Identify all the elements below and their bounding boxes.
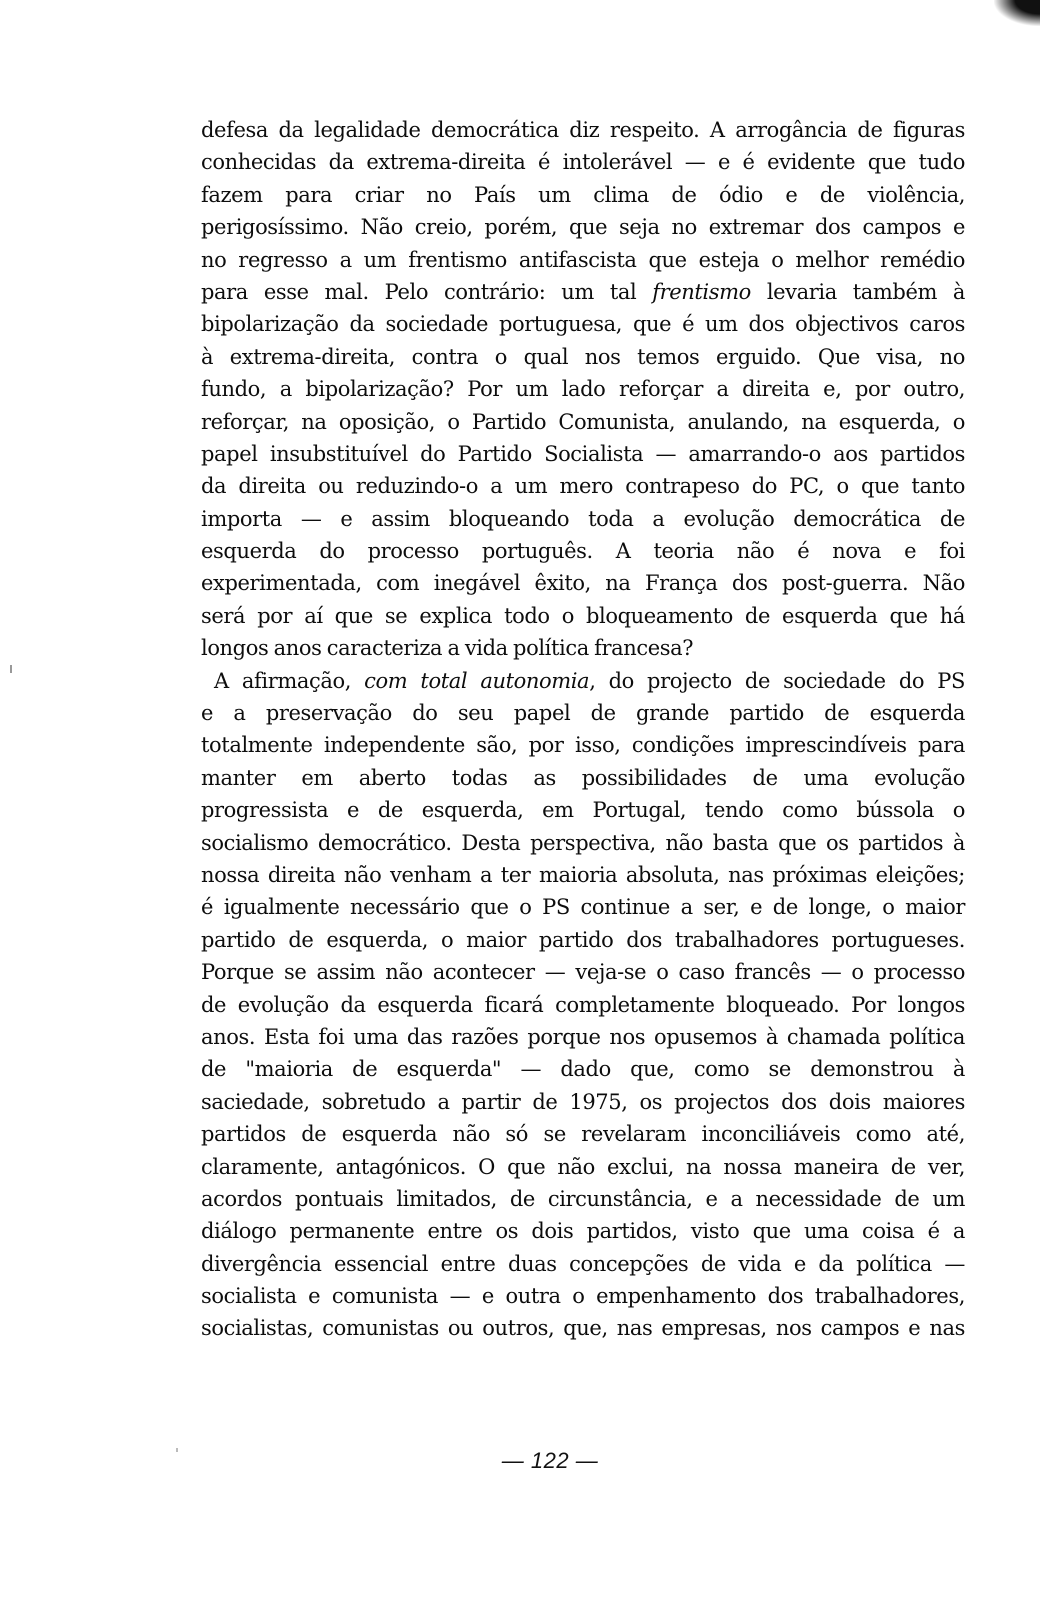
text-line: é igualmente necessário que o PS continue a ser, e de longe, o maior: [201, 895, 965, 920]
text-line: divergência essencial entre duas concepções de vida e da política —: [201, 1251, 965, 1276]
italic-term: frentismo: [652, 279, 751, 304]
text-line: fazem para criar no País um clima de ódio e de violência,: [201, 182, 965, 207]
text-line: [201, 665, 965, 697]
text-line: diálogo permanente entre os dois partidos, visto que uma coisa é a: [201, 1219, 965, 1244]
text-line: Porque se assim não acontecer — veja-se o caso francês — o processo: [201, 960, 965, 985]
scan-speck: [10, 665, 12, 673]
text-line: importa — e assim bloqueando toda a evolução democrática de: [201, 506, 965, 531]
scan-corner-artifact: [994, 0, 1040, 26]
text-segment: A afirmação,: [214, 668, 351, 693]
text-line: saciedade, sobretudo a partir de 1975, os projectos dos dois maiores: [201, 1089, 965, 1114]
text-line: e a preservação do seu papel de grande partido de esquerda: [201, 701, 965, 726]
text-line: da direita ou reduzindo-o a um mero contrapeso do PC, o que tanto: [201, 474, 965, 499]
text-line: experimentada, com inegável êxito, na França dos post-guerra. Não: [201, 571, 965, 596]
text-line: esquerda do processo português. A teoria não é nova e foi: [201, 539, 965, 564]
text-line: reforçar, na oposição, o Partido Comunista, anulando, na esquerda, o: [201, 409, 965, 434]
text-line: papel insubstituível do Partido Socialista — amarrando-o aos partidos: [201, 441, 965, 466]
text-line: socialismo democrático. Desta perspectiva, não basta que os partidos à: [201, 830, 965, 855]
text-line: nossa direita não venham a ter maioria absoluta, nas próximas eleições;: [201, 862, 965, 887]
text-line: partido de esquerda, o maior partido dos trabalhadores portugueses.: [201, 927, 965, 952]
text-segment: , do projecto de sociedade do PS: [589, 668, 965, 693]
text-line: à extrema-direita, contra o qual nos temos erguido. Que visa, no: [201, 344, 965, 369]
text-line: partidos de esquerda não só se revelaram inconciliáveis como até,: [201, 1122, 965, 1147]
text-line: totalmente independente são, por isso, condições imprescindíveis para: [201, 733, 965, 758]
text-segment: para esse mal. Pelo contrário: um tal: [201, 279, 637, 304]
text-line: defesa da legalidade democrática diz respeito. A arrogância de figuras: [201, 118, 965, 142]
text-line: progressista e de esquerda, em Portugal, tendo como bússola o: [201, 798, 965, 823]
italic-phrase: com total autonomia: [364, 668, 590, 693]
text-line: de "maioria de esquerda" — dado que, como se demonstrou à: [201, 1057, 965, 1082]
text-line: bipolarização da sociedade portuguesa, que é um dos objectivos caros: [201, 312, 965, 337]
text-line: de evolução da esquerda ficará completamente bloqueado. Por longos: [201, 992, 965, 1017]
text-line: socialista e comunista — e outra o empenhamento dos trabalhadores,: [201, 1284, 965, 1309]
text-line: [201, 276, 965, 308]
text-line: acordos pontuais limitados, de circunstância, e a necessidade de um: [201, 1186, 965, 1211]
body-text: [201, 114, 965, 1345]
text-line: conhecidas da extrema-direita é intolerável — e é evidente que tudo: [201, 150, 965, 175]
text-line: longos anos caracteriza a vida política francesa?: [201, 636, 694, 661]
text-line: anos. Esta foi uma das razões porque nos opusemos à chamada política: [201, 1024, 965, 1049]
text-line: manter em aberto todas as possibilidades de uma evolução: [201, 765, 965, 790]
text-line: será por aí que se explica todo o bloqueamento de esquerda que há: [201, 603, 965, 628]
page-number: — 122 —: [501, 1448, 599, 1473]
text-line: fundo, a bipolarização? Por um lado reforçar a direita e, por outro,: [201, 377, 965, 402]
text-line: socialistas, comunistas ou outros, que, nas empresas, nos campos e nas: [201, 1316, 965, 1341]
text-line: perigosíssimo. Não creio, porém, que seja no extremar dos campos e: [201, 215, 965, 240]
text-line: no regresso a um frentismo antifascista que esteja o melhor remédio: [201, 247, 965, 272]
text-line: claramente, antagónicos. O que não exclui, na nossa maneira de ver,: [201, 1154, 965, 1179]
text-segment: levaria também à: [766, 279, 966, 304]
